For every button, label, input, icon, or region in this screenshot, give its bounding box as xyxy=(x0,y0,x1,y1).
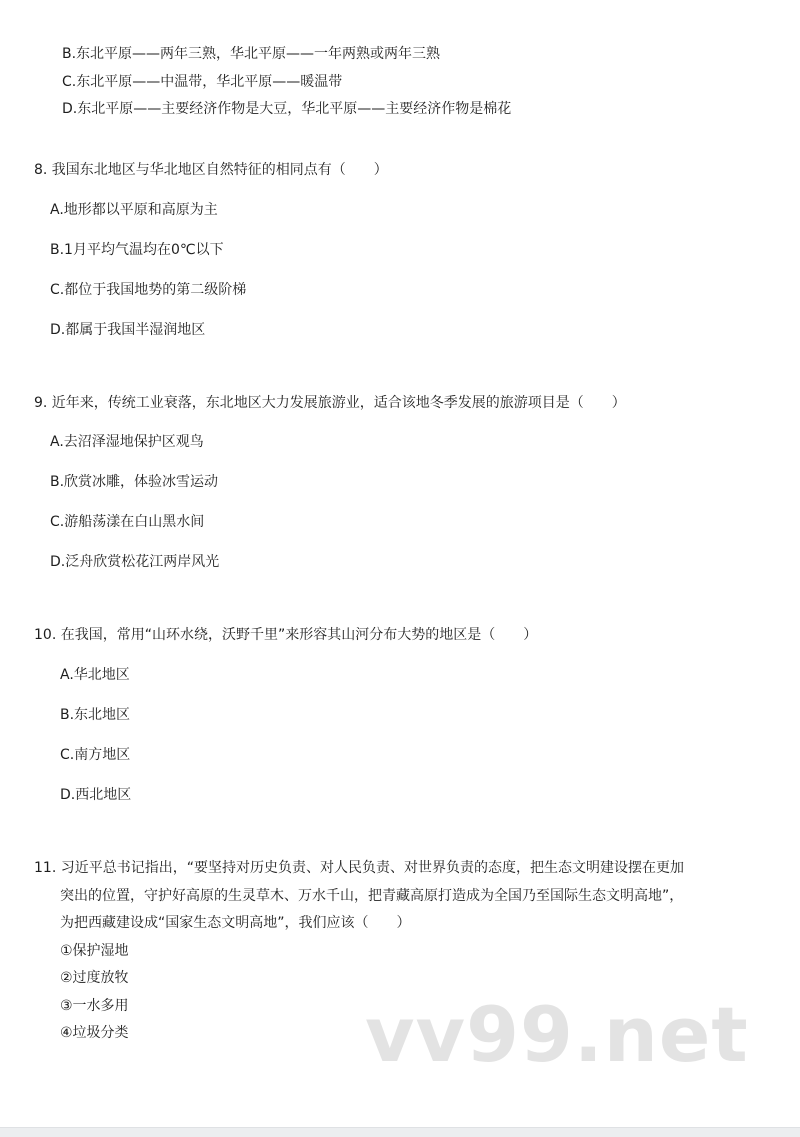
q11-item-3: ③一水多用 xyxy=(60,998,129,1014)
q9-option-c: C.游船荡漾在白山黑水间 xyxy=(50,514,205,530)
q8-option-a: A.地形都以平原和高原为主 xyxy=(50,202,218,218)
q10-option-b: B.东北地区 xyxy=(60,707,131,723)
q11-stem-line-2: 突出的位置，守护好高原的生灵草木、万水千山，把青藏高原打造成为全国乃至国际生态文明高地”， xyxy=(60,888,684,904)
watermark-text: vv99.net xyxy=(365,990,749,1079)
q9-option-d: D.泛舟欣赏松花江两岸风光 xyxy=(50,554,220,570)
q10-option-c: C.南方地区 xyxy=(60,747,131,763)
q7-option-c: C.东北平原——中温带，华北平原——暖温带 xyxy=(62,74,343,90)
page-bottom-divider xyxy=(0,1127,800,1137)
q7-option-d: D.东北平原——主要经济作物是大豆，华北平原——主要经济作物是棉花 xyxy=(62,101,512,117)
q10-option-a: A.华北地区 xyxy=(60,667,130,683)
q9-stem: 9. 近年来，传统工业衰落，东北地区大力发展旅游业，适合该地冬季发展的旅游项目是（ ） xyxy=(34,395,626,411)
q11-stem-line-3: 为把西藏建设成“国家生态文明高地”，我们应该（ ） xyxy=(60,915,411,931)
q7-option-b: B.东北平原——两年三熟，华北平原——一年两熟或两年三熟 xyxy=(62,46,441,62)
q11-stem-line-1: 11. 习近平总书记指出，“要坚持对历史负责、对人民负责、对世界负责的态度，把生态文明建设摆在更加 xyxy=(34,860,684,876)
q10-stem: 10. 在我国，常用“山环水绕，沃野千里”来形容其山河分布大势的地区是（ ） xyxy=(34,627,538,643)
q11-item-4: ④垃圾分类 xyxy=(60,1025,129,1041)
q9-option-a: A.去沼泽湿地保护区观鸟 xyxy=(50,434,204,450)
q8-stem: 8. 我国东北地区与华北地区自然特征的相同点有（ ） xyxy=(34,162,388,178)
q11-item-1: ①保护湿地 xyxy=(60,943,129,959)
q8-option-b: B.1月平均气温均在0℃以下 xyxy=(50,242,224,258)
q9-option-b: B.欣赏冰雕，体验冰雪运动 xyxy=(50,474,219,490)
q8-option-d: D.都属于我国半湿润地区 xyxy=(50,322,206,338)
q10-option-d: D.西北地区 xyxy=(60,787,132,803)
q11-item-2: ②过度放牧 xyxy=(60,970,129,986)
q8-option-c: C.都位于我国地势的第二级阶梯 xyxy=(50,282,247,298)
